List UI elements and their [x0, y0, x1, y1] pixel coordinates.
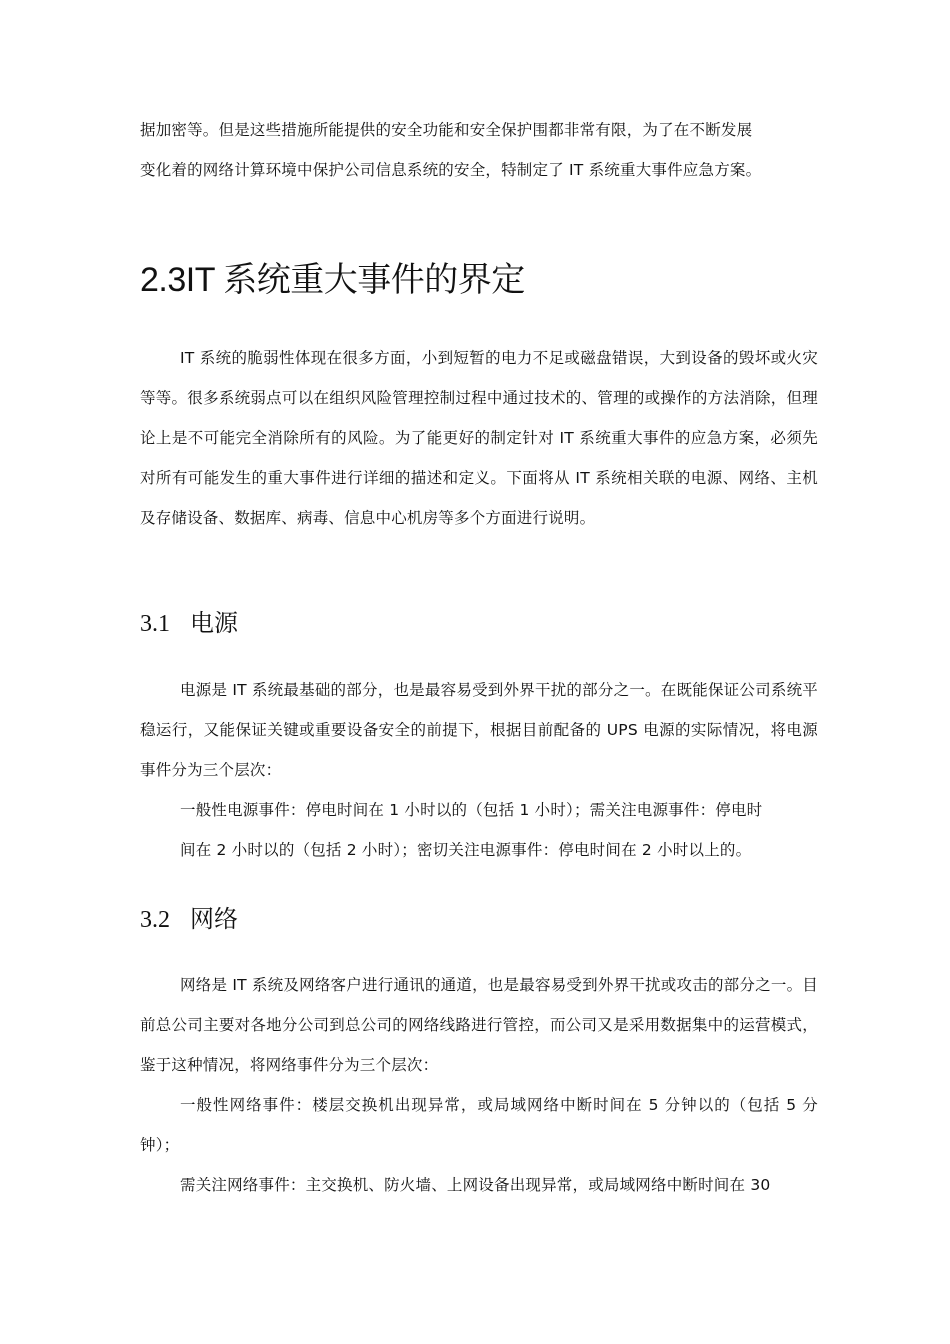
section-3-2-number: 3.2	[140, 907, 170, 933]
section-3-1-paragraph-2	[140, 790, 818, 870]
section-3-2-title: 网络	[190, 905, 238, 933]
section-3-1-title: 电源	[190, 609, 238, 637]
section-3-1-number: 3.1	[140, 611, 170, 637]
section-3-2-heading	[140, 899, 238, 934]
power-events-line-2: 间在 2 小时以的（包括 2 小时）；密切关注电源事件：停电时间在 2 小时以上的。	[180, 841, 752, 859]
section-3-1-heading	[140, 603, 238, 638]
intro-line-2: 变化着的网络计算环境中保护公司信息系统的安全，特制定了 IT 系统重大事件应急方案。	[140, 161, 762, 179]
power-events-line-1: 一般性电源事件：停电时间在 1 小时以的（包括 1 小时）；需关注电源事件：停电时	[180, 801, 763, 819]
section-2-3-paragraph: IT 系统的脆弱性体现在很多方面，小到短暂的电力不足或磁盘错误，大到设备的毁坏或火灾等等。很多系统弱点可以在组织风险管理控制过程中通过技术的、管理的或操作的方法消除，但理论上是不可能完全消除所有的风险。为了能更好的制定针对 IT 系统重大事件的应急方案，必须先对所有可能发生的重大事件进行详细的描述和定义。下面将从 IT 系统相关联的电源、网络、主机及存储设备、数据库、病毒、信息中心机房等多个方面进行说明。	[140, 349, 818, 527]
section-2-3-heading: 2.3IT 系统重大事件的界定	[140, 261, 525, 299]
section-3-2-paragraph-1: 网络是 IT 系统及网络客户进行通讯的通道，也是最容易受到外界干扰或攻击的部分之一。目前总公司主要对各地分公司到总公司的网络线路进行管控，而公司又是采用数据集中的运营模式，鉴于这种情况，将网络事件分为三个层次：	[140, 976, 818, 1074]
section-3-2-paragraph-2: 一般性网络事件：楼层交换机出现异常，或局域网络中断时间在 5 分钟以的（包括 5 分钟）；	[140, 1096, 818, 1154]
section-3-2-paragraph-3: 需关注网络事件：主交换机、防火墙、上网设备出现异常，或局域网络中断时间在 30	[180, 1176, 771, 1194]
section-3-1-paragraph-1: 电源是 IT 系统最基础的部分，也是最容易受到外界干扰的部分之一。在既能保证公司系统平稳运行，又能保证关键或重要设备安全的前提下，根据目前配备的 UPS 电源的实际情况，将电源事件分为三个层次：	[140, 681, 818, 779]
intro-paragraph	[140, 110, 818, 190]
intro-line-1: 据加密等。但是这些措施所能提供的安全功能和安全保护围都非常有限，为了在不断发展	[140, 121, 753, 139]
